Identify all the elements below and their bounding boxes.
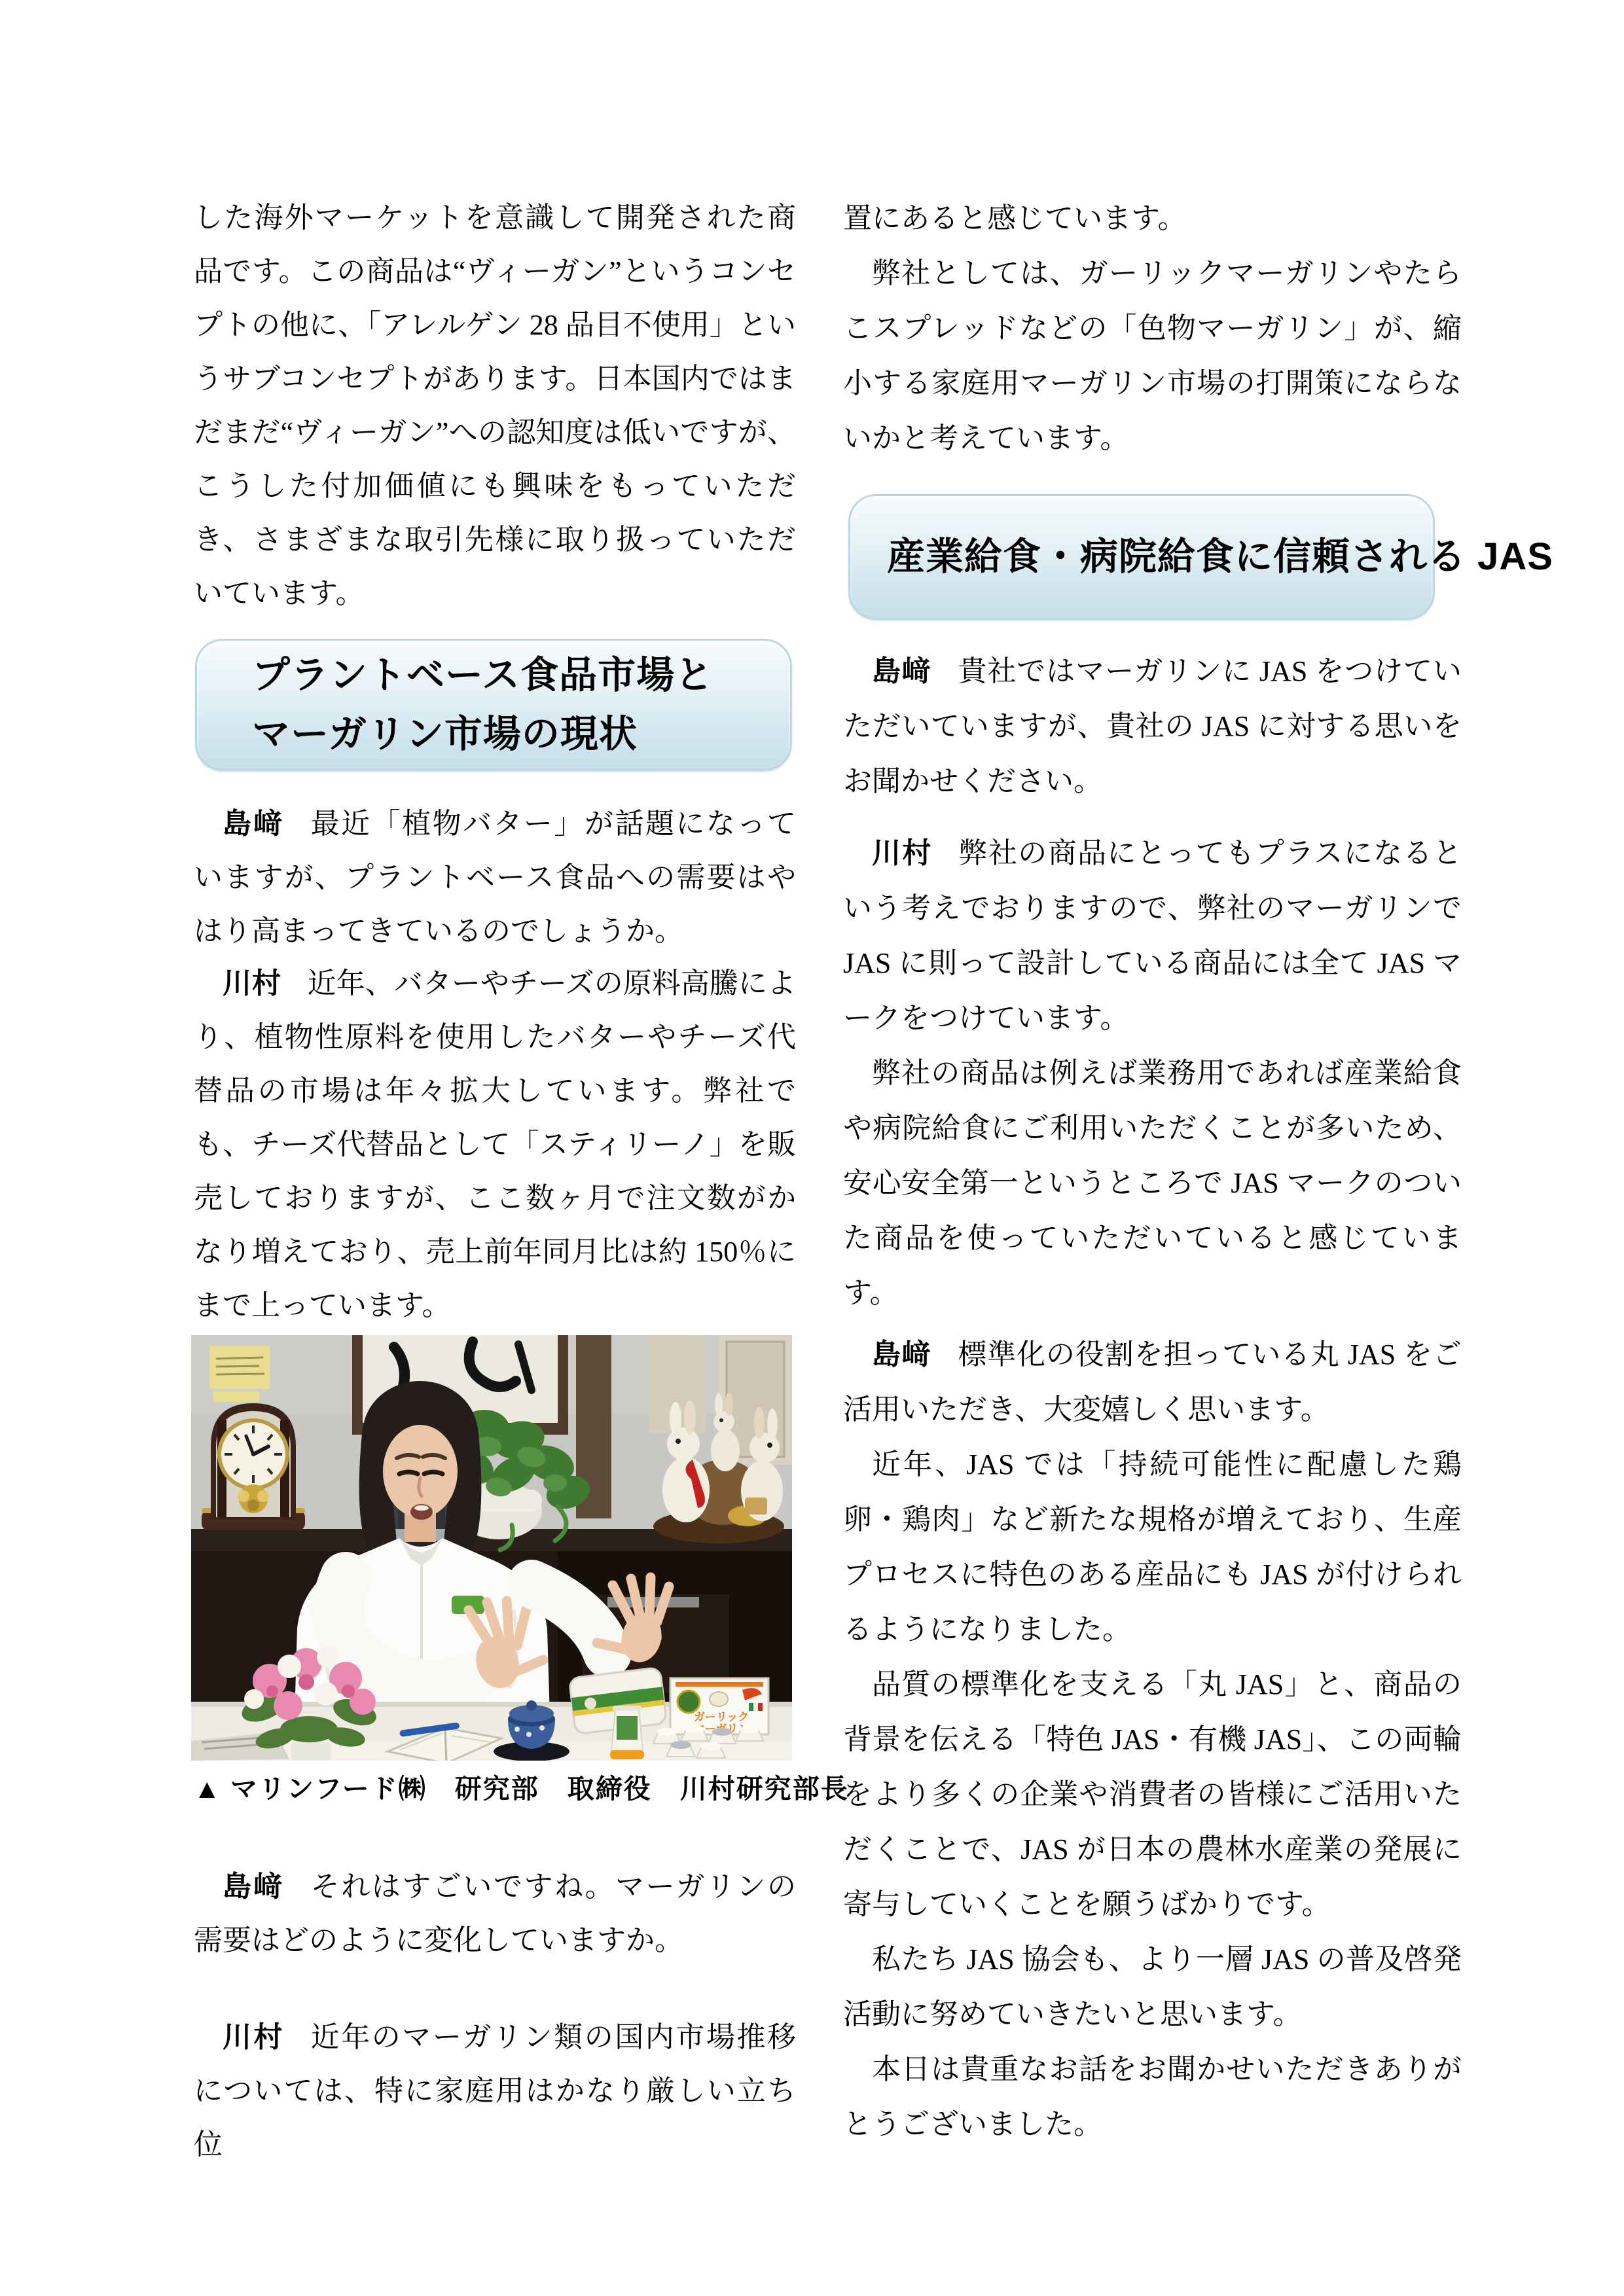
italy-flag (749, 1703, 763, 1711)
answer-3 (843, 826, 1462, 1321)
speaker-paragraph (194, 2011, 796, 2172)
speaker-name: 島﨑 (223, 1871, 285, 1903)
vase (291, 1742, 331, 1761)
body-paragraph: 近年、JAS では「持続可能性に配慮した鶏卵・鶏肉」など新たな規格が増えており、生産プロセスに特色のある産品にも JAS が付けられるようになりました。 (843, 1448, 1462, 1645)
answer-2 (194, 2011, 796, 2172)
interview-photo-svg (191, 1335, 792, 1761)
interview-photo (191, 1335, 792, 1761)
speaker-name: 島﨑 (223, 808, 285, 840)
body-paragraph: 本日は貴重なお話をお聞かせいただきありがとうございました。 (843, 2053, 1462, 2140)
face (383, 1425, 458, 1518)
speaker-paragraph (194, 957, 796, 1333)
body-paragraph: 弊社としては、ガーリックマーガリンやたらこスプレッドなどの「色物マーガリン」が、縮小する家庭用マーガリン市場の打開策にならないかと考えています。 (843, 257, 1462, 454)
question-2 (194, 1860, 796, 1967)
section-heading-line: プラントベース食品市場と (252, 654, 714, 696)
speaker-name: 川村 (223, 967, 282, 999)
speaker-name: 島﨑 (872, 1338, 932, 1371)
section-heading-jas-trusted (848, 494, 1553, 620)
speaker-text: 貴社ではマーガリンに JAS をつけていただいていますが、貴社の JAS に対する思いをお聞かせください。 (843, 655, 1462, 797)
section-heading-line: マーガリン市場の現状 (252, 713, 638, 755)
body-paragraph: 品質の標準化を支える「丸 JAS」と、商品の背景を伝える「特色 JAS・有機 JAS」、この両輪をより多くの企業や消費者の皆様にご活用いただくことで、JAS が日本の農林水産業の発展に寄与していくことを願うばかりです。 (843, 1668, 1462, 1920)
speaker-name: 島﨑 (872, 655, 932, 687)
speaker-paragraph (194, 1860, 796, 1967)
speaker-paragraph (843, 826, 1462, 1046)
speaker-text: 最近「植物バター」が話題になっていますが、プラントベース食品への需要はやはり高まってきているのでしょうか。 (194, 808, 797, 947)
margarine-tube (610, 1706, 644, 1759)
question-4 (843, 1327, 1462, 2152)
speaker-paragraph (194, 797, 796, 958)
clock (202, 1403, 305, 1530)
speaker-text: 標準化の役割を担っている丸 JAS をご活用いただき、大変嬉しく思います。 (843, 1338, 1462, 1426)
body-paragraph: 私たち JAS 協会も、より一層 JAS の普及啓発活動に努めていきたいと思います。 (843, 1943, 1462, 2030)
body-paragraph: した海外マーケットを意識して開発された商品です。この商品は“ヴィーガン”というコンセプトの他に、「アレルゲン 28 品目不使用」というサブコンセプトがあります。日本国内ではまだまだ“ヴィーガン”への認知度は低いですが、こうした付加価値にも興味をもっていただき、さまざまな取引先様に取り扱っていただいています。 (194, 202, 796, 609)
speaker-text: 弊社の商品にとってもプラスになるという考えでおりますので、弊社のマーガリンで JAS に則って設計している商品には全て JAS マークをつけています。 (843, 837, 1462, 1034)
photo-caption: ▲ マリンフード㈱ 研究部 取締役 川村研究部長 (194, 1774, 849, 1804)
garlic-box-label-line1: ガーリック (693, 1711, 749, 1723)
speaker-text: それはすごいですね。マーガリンの需要はどのように変化していますか。 (194, 1871, 796, 1956)
speaker-name: 川村 (872, 837, 933, 869)
body-paragraph: 置にあると感じています。 (843, 202, 1187, 234)
answer-1 (194, 957, 796, 1333)
left-column-paragraph-1 (194, 191, 796, 620)
right-column-top-paragraphs (843, 191, 1462, 466)
body-paragraph: 弊社の商品は例えば業務用であれば産業給食や病院給食にご利用いただくことが多いため、安心安全第一というところで JAS マークのついた商品を使っていただいていると感じています。 (843, 1057, 1462, 1309)
question-1 (194, 797, 796, 958)
speaker-paragraph (843, 644, 1462, 809)
section-heading-plant-based-market (195, 639, 792, 771)
section-heading-line: 産業給食・病院給食に信頼される JAS (887, 535, 1553, 578)
speaker-text: 近年、バターやチーズの原料高騰により、植物性原料を使用したバターやチーズ代替品の市場は年々拡大しています。弊社でも、チーズ代替品として「スティリーノ」を販売しておりますが、ここ数ヶ月で注文数がかなり増えており、売上前年同月比は約 150％にまで上っています。 (194, 967, 796, 1321)
speaker-name: 川村 (223, 2021, 285, 2053)
speaker-text: 近年のマーガリン類の国内市場推移については、特に家庭用はかなり厳しい立ち位 (194, 2021, 796, 2161)
question-3 (843, 644, 1462, 809)
speaker-paragraph (843, 1327, 1462, 1437)
